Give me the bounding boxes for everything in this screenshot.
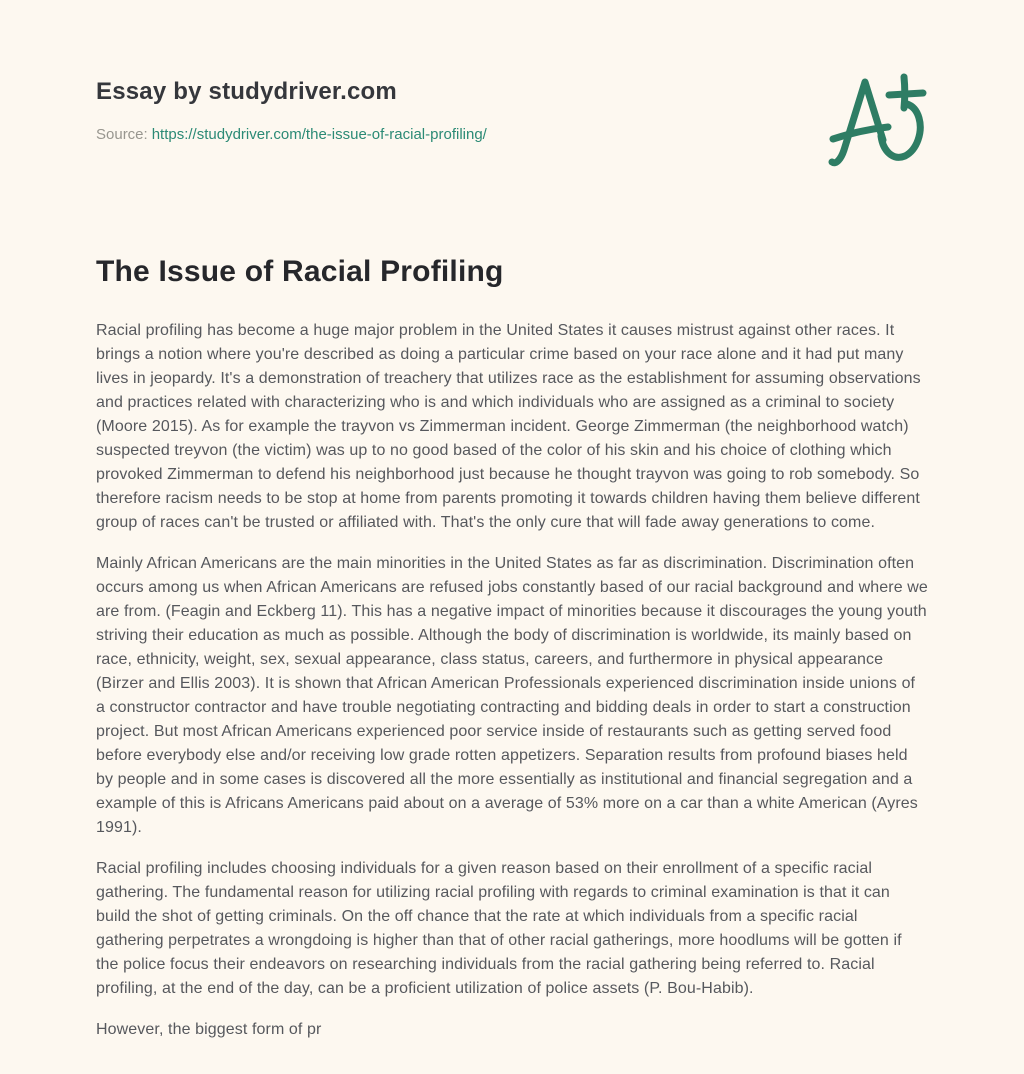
essay-body xyxy=(96,319,928,1042)
source-label: Source: xyxy=(96,125,148,143)
studydriver-logo xyxy=(826,66,930,170)
a-plus-logo-icon xyxy=(826,66,930,170)
source-line xyxy=(96,127,928,144)
essay-content xyxy=(96,255,928,1042)
essay-paragraph-1: Racial profiling has become a huge major problem in the United States it causes mistrust against other races. It brings a notion where you're described as doing a particular crime based on your race alone and it had put many lives in jeopardy. It's a demonstration of treachery that utilizes race as the establishment for assuming observations and practices related with characterizing who is and which individuals who are assigned as a criminal to society (Moore 2015). As for example the trayvon vs Zimmerman incident. George Zimmerman (the neighborhood watch) suspected treyvon (the victim) was up to no good based of the color of his skin and his choice of clothing which provoked Zimmerman to defend his neighborhood just because he thought trayvon was going to rob somebody. So therefore racism needs to be stop at home from parents promoting it towards children having them believe different group of races can't be trusted or affiliated with. That's the only cure that will fade away generations to come. xyxy=(96,321,921,531)
document-header xyxy=(96,78,928,143)
source-link[interactable]: https://studydriver.com/the-issue-of-racial-profiling/ xyxy=(151,125,487,143)
page-title: Essay by studydriver.com xyxy=(96,78,397,105)
essay-title: The Issue of Racial Profiling xyxy=(96,255,504,289)
essay-paragraph-4: However, the biggest form of pr xyxy=(96,1020,322,1038)
essay-paragraph-2: Mainly African Americans are the main minorities in the United States as far as discrimination. Discrimination often occurs among us when African Americans are refused jobs constantly based of our racial background and where we are from. (Feagin and Eckberg 11). This has a negative impact of minorities because it discourages the young youth striving their education as much as possible. Although the body of discrimination is worldwide, its mainly based on race, ethnicity, weight, sex, sexual appearance, class status, careers, and furthermore in physical appearance (Birzer and Ellis 2003). It is shown that African American Professionals experienced discrimination inside unions of a constructor contractor and have trouble negotiating contracting and bidding deals in order to start a construction project. But most African Americans experienced poor service inside of restaurants such as getting served food before everybody else and/or receiving low grade rotten appetizers. Separation results from profound biases held by people and in some cases is discovered all the more essentially as institutional and financial segregation and a example of this is Africans Americans paid about on a average of 53% more on a car than a white American (Ayres 1991). xyxy=(96,554,928,836)
essay-paragraph-3: Racial profiling includes choosing individuals for a given reason based on their enrollment of a specific racial gathering. The fundamental reason for utilizing racial profiling with regards to criminal examination is that it can build the shot of getting criminals. On the off chance that the rate at which individuals from a specific racial gathering perpetrates a wrongdoing is higher than that of other racial gatherings, more hoodlums will be gotten if the police focus their endeavors on researching individuals from the racial gathering being referred to. Racial profiling, at the end of the day, can be a proficient utilization of police assets (P. Bou-Habib). xyxy=(96,859,902,997)
